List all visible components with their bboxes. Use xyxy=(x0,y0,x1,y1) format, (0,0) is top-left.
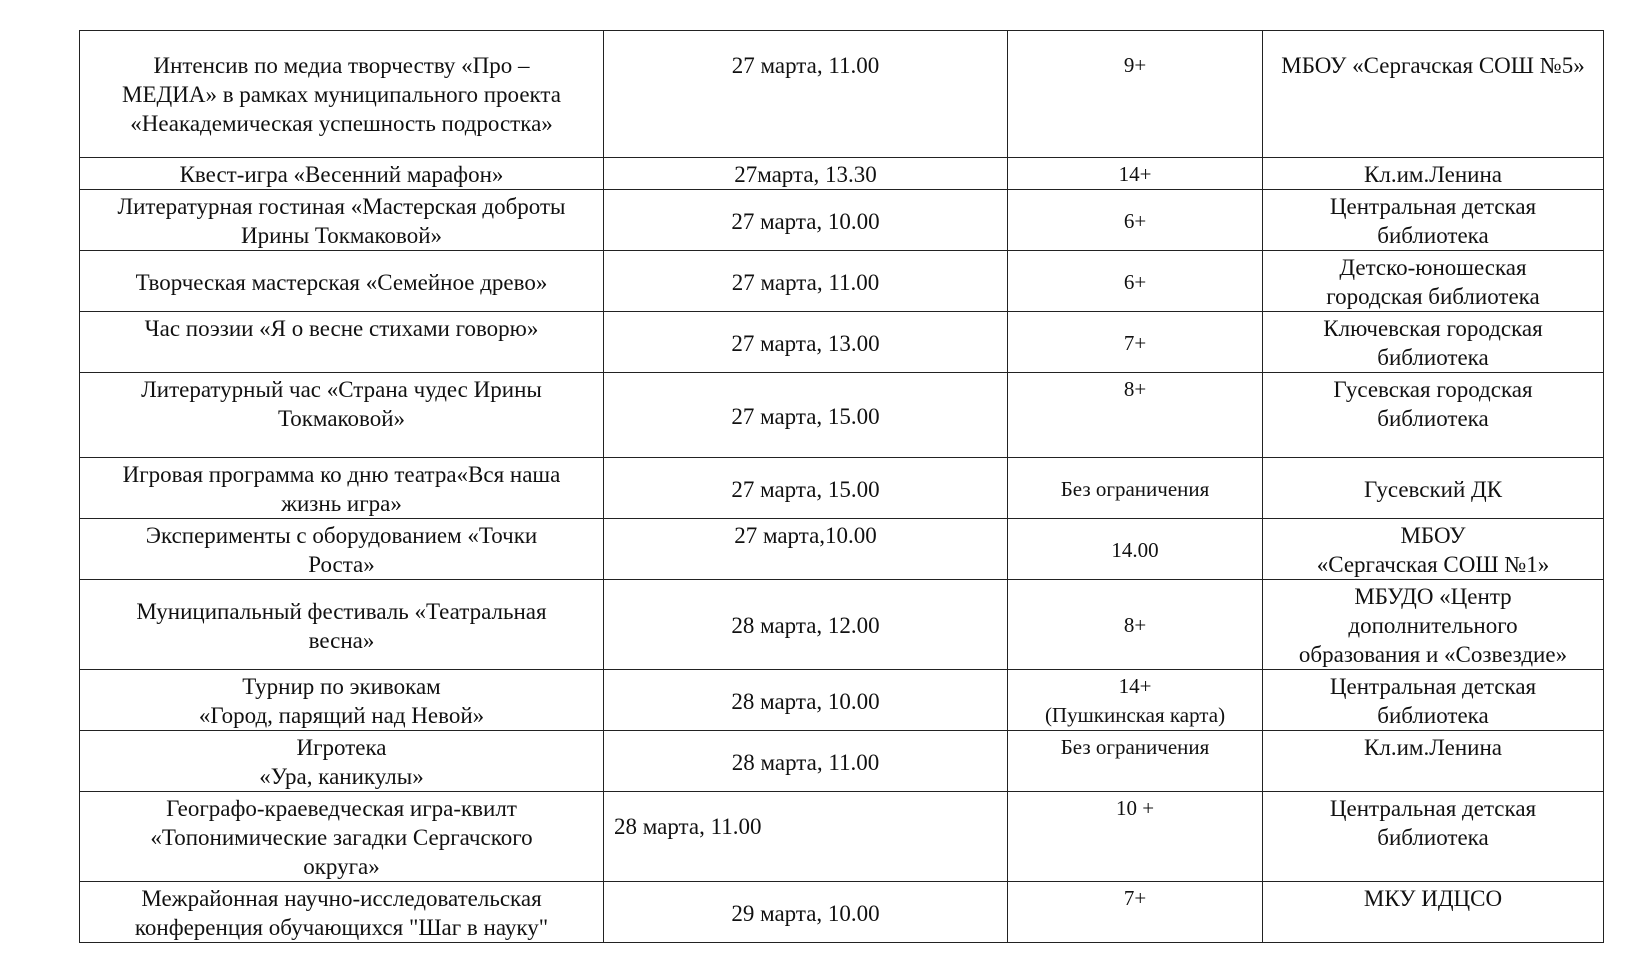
place-cell: Гусевский ДК xyxy=(1263,458,1604,519)
table-row xyxy=(80,251,1604,312)
event-cell: Литературная гостиная «Мастерская доброты Ирины Токмаковой» xyxy=(80,190,604,251)
date-cell: 27 марта, 10.00 xyxy=(604,190,1008,251)
place-cell: Центральная детская библиотека xyxy=(1263,190,1604,251)
age-cell: 10 + xyxy=(1008,792,1263,882)
date-cell: 28 марта, 12.00 xyxy=(604,580,1008,670)
event-cell: Муниципальный фестиваль «Театральная весна» xyxy=(80,580,604,670)
place-cell: Кл.им.Ленина xyxy=(1263,731,1604,792)
place-cell: МБОУ «Сергачская СОШ №1» xyxy=(1263,519,1604,580)
date-cell: 28 марта, 10.00 xyxy=(604,670,1008,731)
place-cell: Кл.им.Ленина xyxy=(1263,158,1604,190)
table-row xyxy=(80,373,1604,458)
table-row xyxy=(80,190,1604,251)
event-cell: Игровая программа ко дню театра«Вся наша жизнь игра» xyxy=(80,458,604,519)
event-cell: Творческая мастерская «Семейное древо» xyxy=(80,251,604,312)
age-cell: 14.00 xyxy=(1008,519,1263,580)
date-cell: 27 марта, 11.00 xyxy=(604,31,1008,158)
date-cell: 27марта, 13.30 xyxy=(604,158,1008,190)
place-cell: Центральная детская библиотека xyxy=(1263,670,1604,731)
table-row xyxy=(80,31,1604,158)
table-row xyxy=(80,882,1604,943)
place-cell: Детско-юношеская городская библиотека xyxy=(1263,251,1604,312)
event-cell: Эксперименты с оборудованием «Точки Роста» xyxy=(80,519,604,580)
age-cell: 6+ xyxy=(1008,190,1263,251)
date-cell: 27 марта, 15.00 xyxy=(604,373,1008,458)
date-cell: 27 марта, 11.00 xyxy=(604,251,1008,312)
table-row xyxy=(80,458,1604,519)
date-cell: 28 марта, 11.00 xyxy=(604,792,1008,882)
event-cell: Географо-краеведческая игра-квилт «Топонимические загадки Сергачского округа» xyxy=(80,792,604,882)
event-cell: Игротека «Ура, каникулы» xyxy=(80,731,604,792)
age-cell: 8+ xyxy=(1008,580,1263,670)
place-cell: Ключевская городская библиотека xyxy=(1263,312,1604,373)
event-cell: Час поэзии «Я о весне стихами говорю» xyxy=(80,312,604,373)
table-row xyxy=(80,670,1604,731)
table-row xyxy=(80,731,1604,792)
table-row xyxy=(80,158,1604,190)
table-row xyxy=(80,519,1604,580)
event-cell: Литературный час «Страна чудес Ирины Токмаковой» xyxy=(80,373,604,458)
date-cell: 29 марта, 10.00 xyxy=(604,882,1008,943)
event-cell: Интенсив по медиа творчеству «Про – МЕДИА» в рамках муниципального проекта «Неакадемическая успешность подростка» xyxy=(80,31,604,158)
place-cell: МБОУ «Сергачская СОШ №5» xyxy=(1263,31,1604,158)
place-cell: МБУДО «Центр дополнительного образования и «Созвездие» xyxy=(1263,580,1604,670)
age-cell: Без ограничения xyxy=(1008,731,1263,792)
table-row xyxy=(80,580,1604,670)
date-cell: 27 марта,10.00 xyxy=(604,519,1008,580)
table-row xyxy=(80,792,1604,882)
place-cell: Гусевская городская библиотека xyxy=(1263,373,1604,458)
age-cell: 14+ xyxy=(1008,158,1263,190)
event-cell: Квест-игра «Весенний марафон» xyxy=(80,158,604,190)
date-cell: 27 марта, 13.00 xyxy=(604,312,1008,373)
event-cell: Межрайонная научно-исследовательская конференция обучающихся "Шаг в науку" xyxy=(80,882,604,943)
age-cell: 14+ (Пушкинская карта) xyxy=(1008,670,1263,731)
age-cell: 8+ xyxy=(1008,373,1263,458)
date-cell: 28 марта, 11.00 xyxy=(604,731,1008,792)
age-cell: 6+ xyxy=(1008,251,1263,312)
event-cell: Турнир по экивокам «Город, парящий над Невой» xyxy=(80,670,604,731)
table-row xyxy=(80,312,1604,373)
age-cell: 9+ xyxy=(1008,31,1263,158)
age-cell: 7+ xyxy=(1008,312,1263,373)
place-cell: МКУ ИДЦСО xyxy=(1263,882,1604,943)
date-cell: 27 марта, 15.00 xyxy=(604,458,1008,519)
age-cell: 7+ xyxy=(1008,882,1263,943)
age-cell: Без ограничения xyxy=(1008,458,1263,519)
events-table xyxy=(79,30,1604,943)
place-cell: Центральная детская библиотека xyxy=(1263,792,1604,882)
